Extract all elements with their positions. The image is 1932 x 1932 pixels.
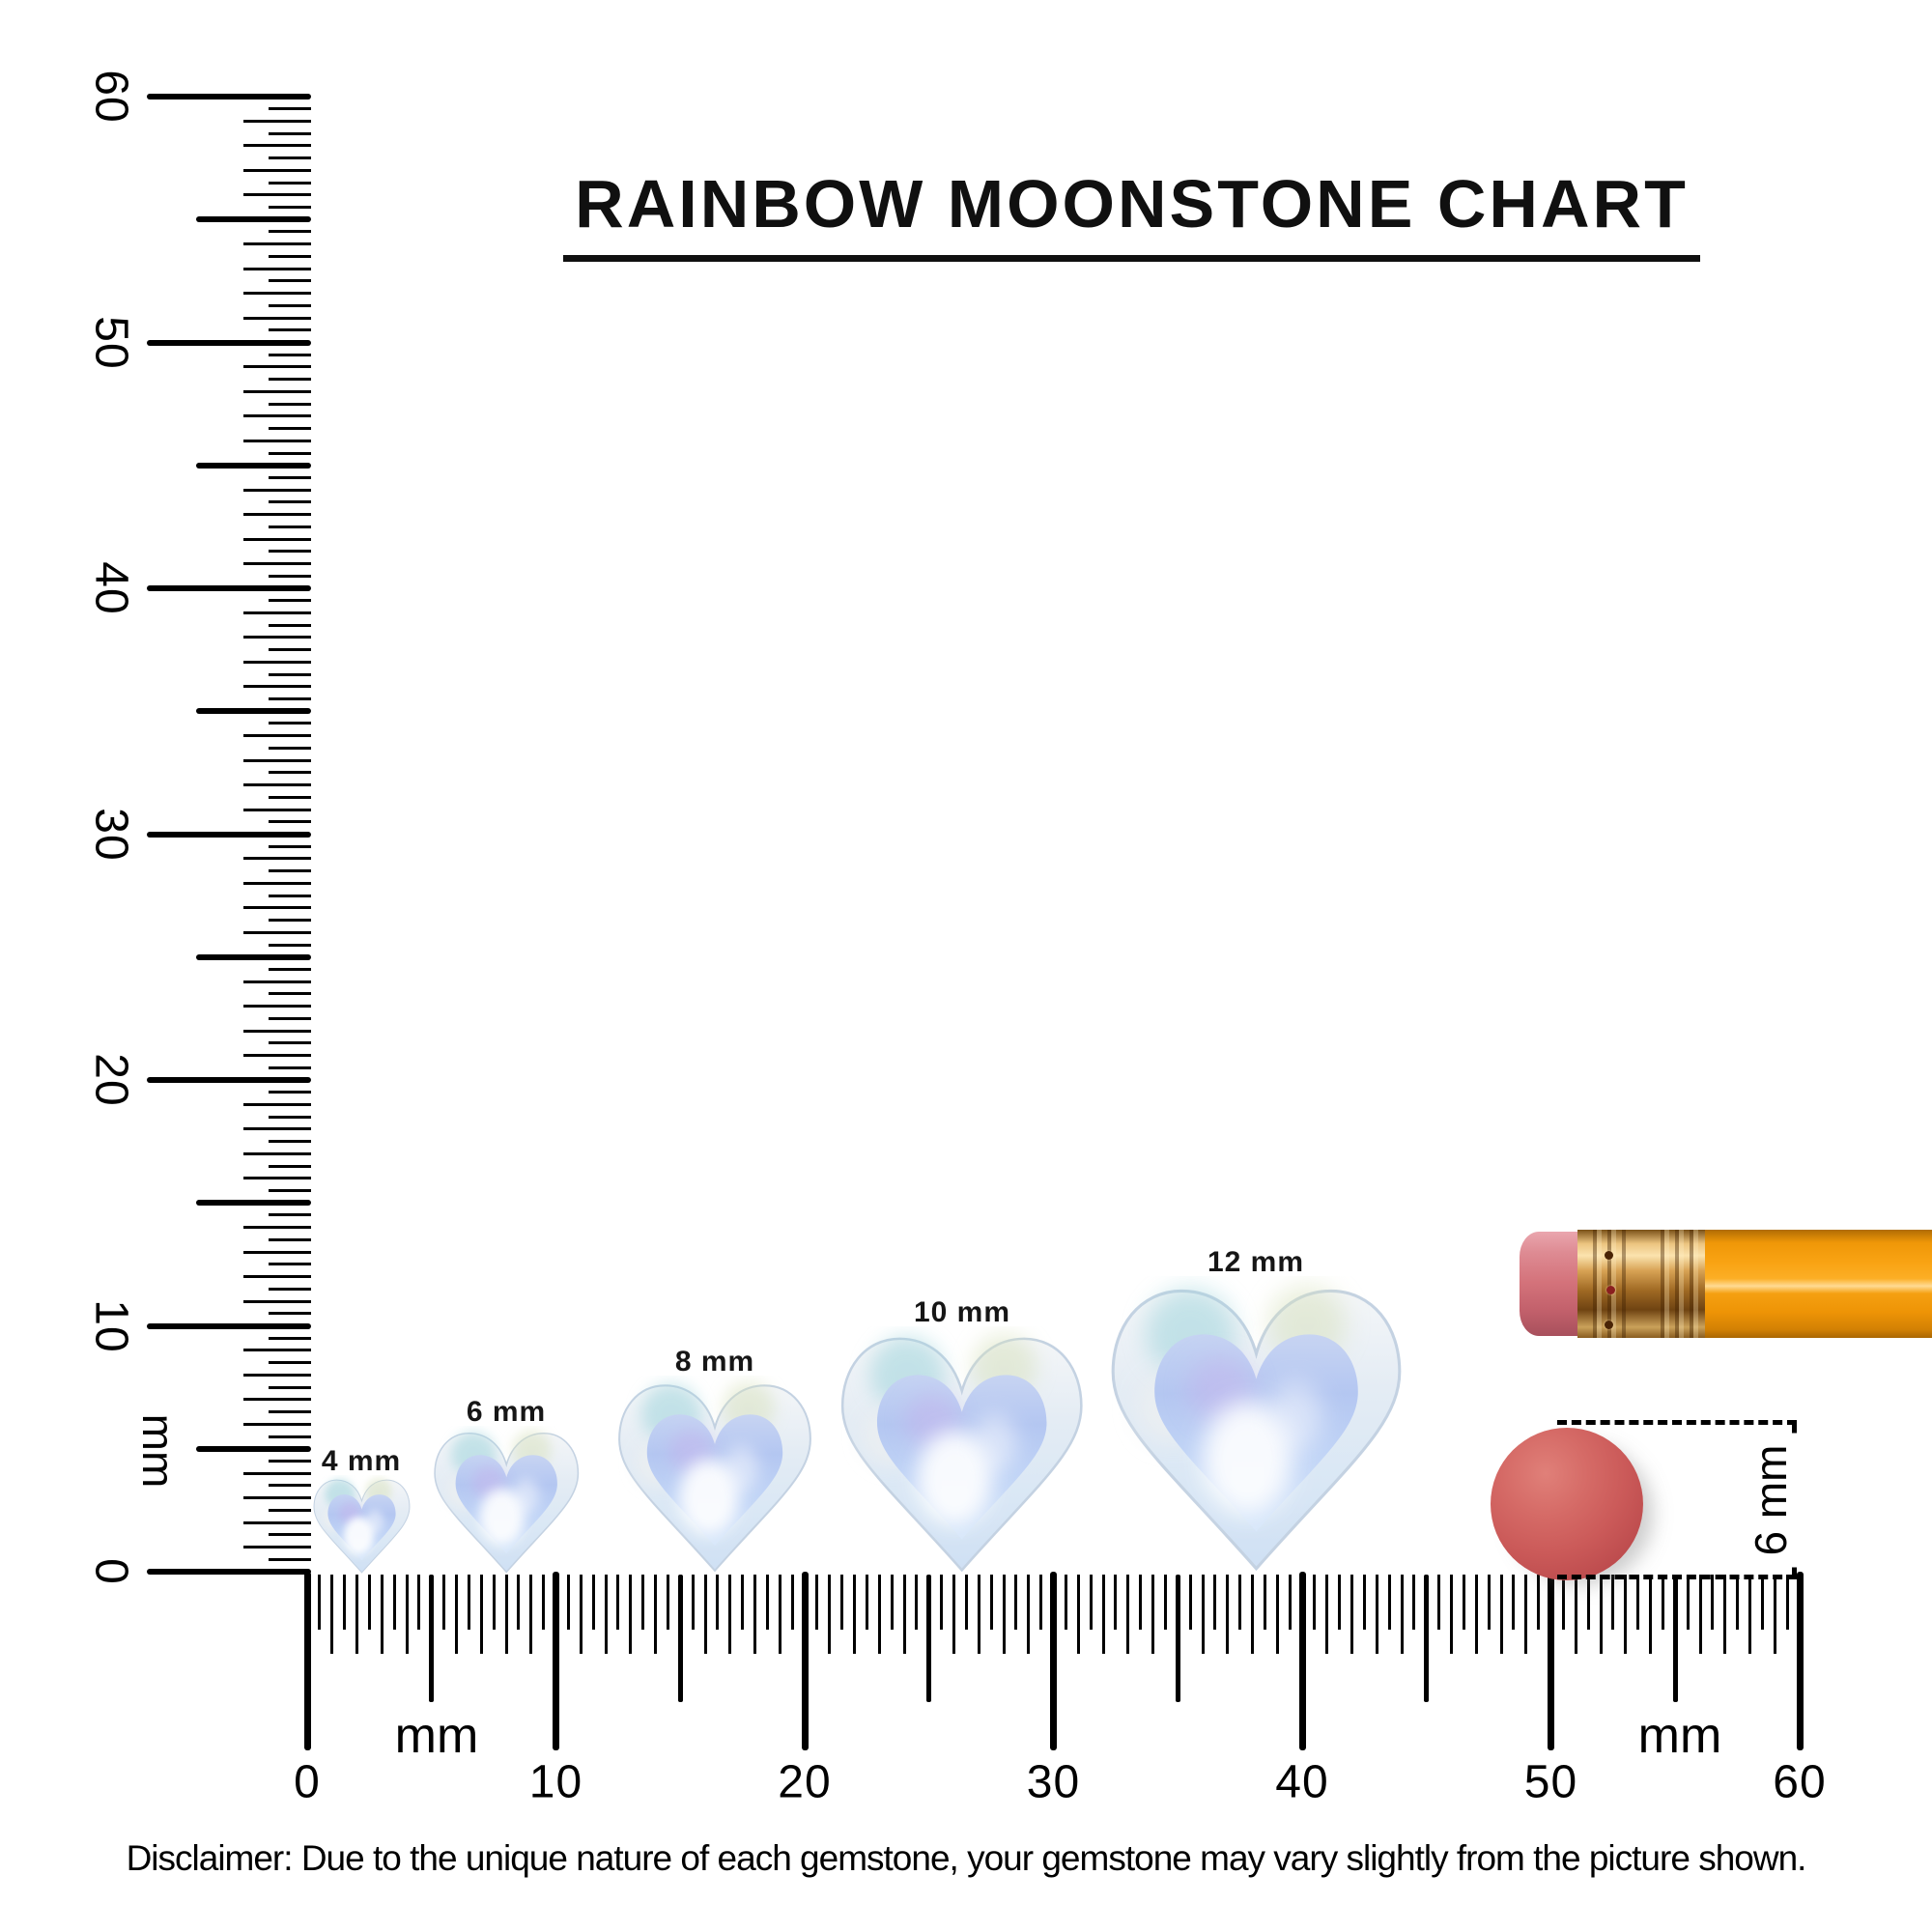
v-ruler-tick xyxy=(269,599,311,602)
v-ruler-tick xyxy=(269,304,311,307)
v-ruler-tick xyxy=(269,1509,311,1512)
page-title: RAINBOW MOONSTONE CHART xyxy=(563,170,1700,262)
h-ruler-tick xyxy=(393,1575,396,1630)
h-ruler-tick xyxy=(1649,1575,1652,1654)
v-ruler-tick xyxy=(269,722,311,724)
v-ruler-tick xyxy=(243,1030,311,1033)
v-ruler-tick xyxy=(243,906,311,909)
pencil xyxy=(1520,1230,1932,1338)
disclaimer-text: Disclaimer: Due to the unique nature of each gemstone, your gemstone may vary slightly from the picture shown. xyxy=(126,1838,1806,1878)
v-ruler-tick xyxy=(243,440,311,442)
h-ruler-tick xyxy=(766,1575,769,1630)
h-ruler-tick xyxy=(866,1575,868,1630)
h-ruler-tick xyxy=(978,1575,980,1654)
gem-heart-4mm xyxy=(312,1475,412,1575)
v-ruler-tick xyxy=(243,562,311,565)
v-ruler-tick xyxy=(269,992,311,995)
h-ruler-label-20: 20 xyxy=(778,1756,832,1808)
h-ruler-tick xyxy=(903,1575,906,1654)
v-ruler-tick xyxy=(243,734,311,737)
v-ruler-tick xyxy=(196,954,311,960)
h-ruler-tick xyxy=(1251,1575,1254,1654)
vertical-ruler-unit-label: mm xyxy=(133,1413,184,1489)
h-ruler-tick xyxy=(704,1575,707,1654)
v-ruler-tick xyxy=(243,1472,311,1475)
h-ruler-tick xyxy=(1500,1575,1503,1654)
h-ruler-tick xyxy=(1437,1575,1440,1630)
h-ruler-tick xyxy=(1213,1575,1216,1630)
h-ruler-tick xyxy=(468,1575,470,1630)
h-ruler-tick xyxy=(1761,1575,1764,1630)
h-ruler-tick xyxy=(1388,1575,1391,1630)
h-ruler-tick xyxy=(1687,1575,1690,1630)
h-ruler-tick xyxy=(1548,1572,1554,1750)
h-ruler-tick xyxy=(716,1575,719,1630)
v-ruler-tick xyxy=(147,832,311,838)
h-ruler-tick xyxy=(529,1575,532,1654)
v-ruler-tick xyxy=(269,182,311,185)
reference-dot-6mm xyxy=(1491,1428,1643,1580)
v-ruler-tick xyxy=(269,1558,311,1561)
h-ruler-tick xyxy=(1139,1575,1142,1630)
h-ruler-tick xyxy=(1711,1575,1714,1630)
v-ruler-tick xyxy=(269,156,311,159)
h-ruler-tick xyxy=(1325,1575,1328,1654)
v-ruler-tick xyxy=(243,1177,311,1179)
v-ruler-tick xyxy=(243,1349,311,1351)
v-ruler-tick xyxy=(243,538,311,541)
v-ruler-label-30: 30 xyxy=(85,807,137,862)
v-ruler-tick xyxy=(269,107,311,110)
v-ruler-tick xyxy=(243,489,311,492)
h-ruler-tick xyxy=(741,1575,744,1630)
v-ruler-tick xyxy=(243,1496,311,1499)
v-ruler-tick xyxy=(269,1041,311,1044)
h-ruler-tick xyxy=(1014,1575,1017,1630)
v-ruler-tick xyxy=(269,1533,311,1536)
ferrule-rivet xyxy=(1605,1321,1613,1329)
h-ruler-tick xyxy=(891,1575,894,1630)
h-ruler-tick xyxy=(1039,1575,1042,1630)
h-ruler-tick xyxy=(1600,1575,1603,1654)
v-ruler-tick xyxy=(269,673,311,676)
v-ruler-tick xyxy=(269,697,311,700)
v-ruler-tick xyxy=(269,1213,311,1216)
v-ruler-tick xyxy=(269,328,311,331)
dimension-line-top xyxy=(1557,1420,1797,1425)
v-ruler-tick xyxy=(269,624,311,627)
v-ruler-tick xyxy=(243,1251,311,1254)
v-ruler-tick xyxy=(269,230,311,233)
v-ruler-tick xyxy=(269,1386,311,1389)
h-ruler-tick xyxy=(330,1575,333,1654)
h-ruler-tick xyxy=(1338,1575,1341,1630)
h-ruler-tick xyxy=(728,1575,731,1654)
v-ruler-tick xyxy=(269,206,311,209)
v-ruler-tick xyxy=(243,685,311,688)
gem-size-label-10mm: 10 mm xyxy=(913,1295,1011,1328)
h-ruler-tick xyxy=(840,1575,843,1630)
v-ruler-tick xyxy=(243,317,311,320)
v-ruler-tick xyxy=(243,1005,311,1008)
gem-heart-6mm xyxy=(432,1426,582,1576)
h-ruler-tick xyxy=(1611,1575,1614,1630)
v-ruler-tick xyxy=(243,513,311,516)
v-ruler-label-40: 40 xyxy=(85,561,137,615)
h-ruler-tick xyxy=(1114,1575,1117,1630)
v-ruler-tick xyxy=(243,193,311,196)
h-ruler-tick xyxy=(1475,1575,1478,1654)
v-ruler-tick xyxy=(243,759,311,762)
h-ruler-tick xyxy=(1003,1575,1006,1654)
ferrule-rivet xyxy=(1606,1286,1615,1294)
h-ruler-tick xyxy=(505,1575,508,1654)
h-ruler-tick xyxy=(1126,1575,1129,1654)
gem-heart-8mm xyxy=(615,1376,814,1575)
v-ruler-tick xyxy=(147,340,311,346)
h-ruler-tick xyxy=(1151,1575,1154,1654)
v-ruler-tick xyxy=(243,882,311,885)
v-ruler-tick xyxy=(243,809,311,811)
h-ruler-tick xyxy=(1276,1575,1279,1654)
h-ruler-tick xyxy=(1575,1575,1577,1654)
v-ruler-tick xyxy=(243,636,311,639)
v-ruler-tick xyxy=(269,255,311,258)
v-ruler-tick xyxy=(269,452,311,455)
h-ruler-tick xyxy=(1463,1575,1465,1630)
h-ruler-tick xyxy=(791,1575,794,1630)
v-ruler-tick xyxy=(269,820,311,823)
v-ruler-tick xyxy=(243,1275,311,1278)
h-ruler-tick xyxy=(1363,1575,1366,1630)
h-ruler-tick xyxy=(1376,1575,1378,1654)
v-ruler-tick xyxy=(269,526,311,528)
v-ruler-tick xyxy=(269,796,311,799)
v-ruler-tick xyxy=(269,1484,311,1487)
v-ruler-tick xyxy=(243,980,311,983)
h-ruler-label-60: 60 xyxy=(1773,1756,1827,1808)
v-ruler-tick xyxy=(243,931,311,934)
h-ruler-tick xyxy=(1537,1575,1540,1630)
h-ruler-tick xyxy=(1050,1572,1057,1750)
gem-size-label-8mm: 8 mm xyxy=(674,1346,755,1378)
h-ruler-label-0: 0 xyxy=(294,1756,321,1808)
v-ruler-tick xyxy=(269,476,311,479)
v-ruler-tick xyxy=(243,661,311,664)
v-ruler-tick xyxy=(269,1263,311,1265)
h-ruler-tick xyxy=(641,1575,644,1630)
ferrule-crimp-band xyxy=(1661,1230,1699,1338)
v-ruler-tick xyxy=(269,1361,311,1364)
v-ruler-tick xyxy=(196,1200,311,1206)
h-ruler-label-30: 30 xyxy=(1026,1756,1081,1808)
v-ruler-tick xyxy=(269,1140,311,1143)
h-ruler-tick xyxy=(1027,1575,1030,1654)
h-ruler-tick xyxy=(965,1575,968,1630)
v-ruler-tick xyxy=(269,1165,311,1168)
h-ruler-tick xyxy=(1736,1575,1739,1630)
v-ruler-tick xyxy=(147,1077,311,1083)
h-ruler-tick xyxy=(1636,1575,1639,1630)
h-ruler-tick xyxy=(1289,1575,1292,1630)
v-ruler-tick xyxy=(269,403,311,406)
v-ruler-tick xyxy=(243,1127,311,1130)
h-ruler-tick xyxy=(1412,1575,1415,1630)
h-ruler-tick xyxy=(926,1575,931,1702)
v-ruler-tick xyxy=(243,365,311,368)
h-ruler-tick xyxy=(815,1575,818,1630)
v-ruler-tick xyxy=(243,1226,311,1229)
gem-heart-12mm xyxy=(1107,1276,1406,1575)
h-ruler-tick xyxy=(318,1575,321,1630)
h-ruler-tick xyxy=(1350,1575,1353,1654)
v-ruler-tick xyxy=(269,1410,311,1413)
h-ruler-tick xyxy=(878,1575,881,1654)
h-ruler-tick xyxy=(1774,1575,1776,1654)
v-ruler-tick xyxy=(243,292,311,295)
v-ruler-tick xyxy=(269,550,311,553)
h-ruler-tick xyxy=(1313,1575,1316,1630)
h-ruler-tick xyxy=(629,1575,632,1654)
v-ruler-tick xyxy=(269,1288,311,1291)
h-ruler-tick xyxy=(1624,1575,1627,1654)
v-ruler-tick xyxy=(269,1312,311,1315)
v-ruler-tick xyxy=(269,378,311,381)
v-ruler-tick xyxy=(147,94,311,99)
h-ruler-tick xyxy=(429,1575,434,1702)
v-ruler-tick xyxy=(196,216,311,222)
h-ruler-tick xyxy=(1524,1575,1527,1654)
h-ruler-tick xyxy=(753,1575,756,1654)
v-ruler-tick xyxy=(243,1103,311,1106)
v-ruler-tick xyxy=(269,895,311,897)
h-ruler-tick xyxy=(455,1575,458,1654)
v-ruler-tick xyxy=(269,1189,311,1192)
h-ruler-tick xyxy=(442,1575,445,1630)
h-ruler-tick xyxy=(1164,1575,1167,1630)
v-ruler-tick xyxy=(269,919,311,922)
h-ruler-tick xyxy=(480,1575,483,1654)
v-ruler-tick xyxy=(269,1091,311,1094)
h-ruler-tick xyxy=(853,1575,856,1654)
h-ruler-tick xyxy=(952,1575,955,1654)
h-ruler-tick xyxy=(592,1575,595,1630)
v-ruler-tick xyxy=(243,1398,311,1401)
h-ruler-tick xyxy=(580,1575,582,1654)
h-ruler-tick xyxy=(1264,1575,1266,1630)
h-ruler-tick xyxy=(1723,1575,1726,1654)
v-ruler-tick xyxy=(269,1435,311,1438)
v-ruler-tick xyxy=(243,169,311,172)
h-ruler-tick xyxy=(940,1575,943,1630)
v-ruler-tick xyxy=(147,585,311,591)
v-ruler-tick xyxy=(243,1423,311,1426)
h-ruler-tick xyxy=(1202,1575,1205,1654)
h-ruler-label-40: 40 xyxy=(1275,1756,1329,1808)
v-ruler-tick xyxy=(243,414,311,417)
h-ruler-tick xyxy=(1189,1575,1192,1630)
h-ruler-tick xyxy=(915,1575,918,1630)
h-ruler-label-50: 50 xyxy=(1523,1756,1578,1808)
v-ruler-label-10: 10 xyxy=(85,1298,137,1353)
h-ruler-tick xyxy=(1401,1575,1404,1654)
v-ruler-tick xyxy=(196,463,311,469)
v-ruler-tick xyxy=(269,132,311,135)
h-ruler-tick xyxy=(417,1575,420,1630)
v-ruler-tick xyxy=(269,1116,311,1119)
v-ruler-tick xyxy=(269,944,311,947)
h-ruler-tick xyxy=(1299,1572,1306,1750)
dimension-line-bottom xyxy=(1557,1575,1797,1579)
h-ruler-tick xyxy=(406,1575,409,1654)
h-ruler-tick xyxy=(1450,1575,1453,1654)
gem-size-label-4mm: 4 mm xyxy=(321,1445,402,1477)
v-ruler-tick xyxy=(243,857,311,860)
h-ruler-tick xyxy=(553,1572,559,1750)
h-ruler-tick xyxy=(828,1575,831,1654)
v-ruler-tick xyxy=(269,1017,311,1020)
h-ruler-tick xyxy=(1673,1575,1678,1702)
h-ruler-tick xyxy=(304,1572,311,1750)
h-ruler-tick xyxy=(1786,1575,1789,1630)
v-ruler-tick xyxy=(243,1521,311,1524)
v-ruler-tick xyxy=(243,268,311,270)
h-ruler-tick xyxy=(493,1575,496,1630)
v-ruler-tick xyxy=(243,783,311,786)
h-ruler-tick xyxy=(355,1575,358,1654)
v-ruler-tick xyxy=(243,1300,311,1303)
gem-size-label-6mm: 6 mm xyxy=(466,1395,547,1428)
ferrule-rivet xyxy=(1605,1251,1613,1260)
pencil-eraser xyxy=(1520,1232,1579,1336)
v-ruler-tick xyxy=(269,575,311,578)
v-ruler-tick xyxy=(196,708,311,714)
h-ruler-tick xyxy=(343,1575,346,1630)
h-ruler-tick xyxy=(654,1575,657,1654)
h-ruler-tick xyxy=(1562,1575,1565,1630)
v-ruler-tick xyxy=(243,144,311,147)
horizontal-ruler-unit-label-right: mm xyxy=(1637,1708,1722,1764)
h-ruler-tick xyxy=(1065,1575,1067,1630)
v-ruler-tick xyxy=(269,1066,311,1069)
h-ruler-tick xyxy=(1176,1575,1180,1702)
pencil-ferrule xyxy=(1577,1230,1705,1338)
v-ruler-tick xyxy=(243,1054,311,1057)
v-ruler-tick xyxy=(243,390,311,393)
h-ruler-tick xyxy=(667,1575,669,1630)
v-ruler-label-50: 50 xyxy=(85,315,137,370)
v-ruler-tick xyxy=(269,648,311,651)
h-ruler-tick xyxy=(1238,1575,1241,1630)
h-ruler-tick xyxy=(1488,1575,1491,1630)
v-ruler-tick xyxy=(196,1446,311,1452)
v-ruler-tick xyxy=(269,1460,311,1463)
v-ruler-tick xyxy=(269,747,311,750)
h-ruler-tick xyxy=(616,1575,619,1630)
dot-size-label: 6 mm xyxy=(1745,1434,1797,1568)
v-ruler-tick xyxy=(147,1323,311,1329)
h-ruler-label-10: 10 xyxy=(528,1756,583,1808)
h-ruler-tick xyxy=(1512,1575,1515,1630)
h-ruler-tick xyxy=(1102,1575,1105,1654)
h-ruler-tick xyxy=(1077,1575,1080,1654)
v-ruler-label-20: 20 xyxy=(85,1053,137,1107)
h-ruler-tick xyxy=(802,1572,809,1750)
v-ruler-label-60: 60 xyxy=(85,70,137,124)
v-ruler-tick xyxy=(243,242,311,245)
v-ruler-tick xyxy=(243,1152,311,1155)
v-ruler-tick xyxy=(269,771,311,774)
h-ruler-tick xyxy=(368,1575,371,1630)
v-ruler-tick xyxy=(243,1546,311,1548)
v-ruler-tick xyxy=(269,427,311,430)
v-ruler-tick xyxy=(147,1569,311,1575)
v-ruler-tick xyxy=(269,279,311,282)
v-ruler-tick xyxy=(243,611,311,614)
v-ruler-tick xyxy=(243,120,311,123)
h-ruler-tick xyxy=(1090,1575,1093,1630)
v-ruler-tick xyxy=(269,968,311,971)
v-ruler-tick xyxy=(269,1337,311,1340)
h-ruler-tick xyxy=(1797,1572,1804,1750)
h-ruler-tick xyxy=(542,1575,545,1630)
v-ruler-tick xyxy=(269,1238,311,1241)
h-ruler-tick xyxy=(567,1575,570,1630)
gem-heart-10mm xyxy=(838,1326,1087,1576)
v-ruler-tick xyxy=(269,869,311,872)
h-ruler-tick xyxy=(1226,1575,1229,1654)
h-ruler-tick xyxy=(1424,1575,1429,1702)
v-ruler-tick xyxy=(269,845,311,848)
v-ruler-tick xyxy=(269,500,311,503)
h-ruler-tick xyxy=(990,1575,993,1630)
h-ruler-tick xyxy=(1587,1575,1590,1630)
v-ruler-tick xyxy=(243,1374,311,1377)
h-ruler-tick xyxy=(381,1575,384,1654)
h-ruler-tick xyxy=(517,1575,520,1630)
h-ruler-tick xyxy=(1748,1575,1751,1654)
gem-size-label-12mm: 12 mm xyxy=(1207,1246,1305,1278)
h-ruler-tick xyxy=(605,1575,608,1654)
horizontal-ruler-unit-label-left: mm xyxy=(394,1708,479,1764)
pencil-body xyxy=(1705,1230,1932,1338)
h-ruler-tick xyxy=(1662,1575,1664,1630)
h-ruler-tick xyxy=(678,1575,683,1702)
h-ruler-tick xyxy=(692,1575,695,1630)
v-ruler-label-0: 0 xyxy=(85,1558,137,1585)
h-ruler-tick xyxy=(1699,1575,1702,1654)
v-ruler-tick xyxy=(269,354,311,356)
h-ruler-tick xyxy=(779,1575,781,1654)
